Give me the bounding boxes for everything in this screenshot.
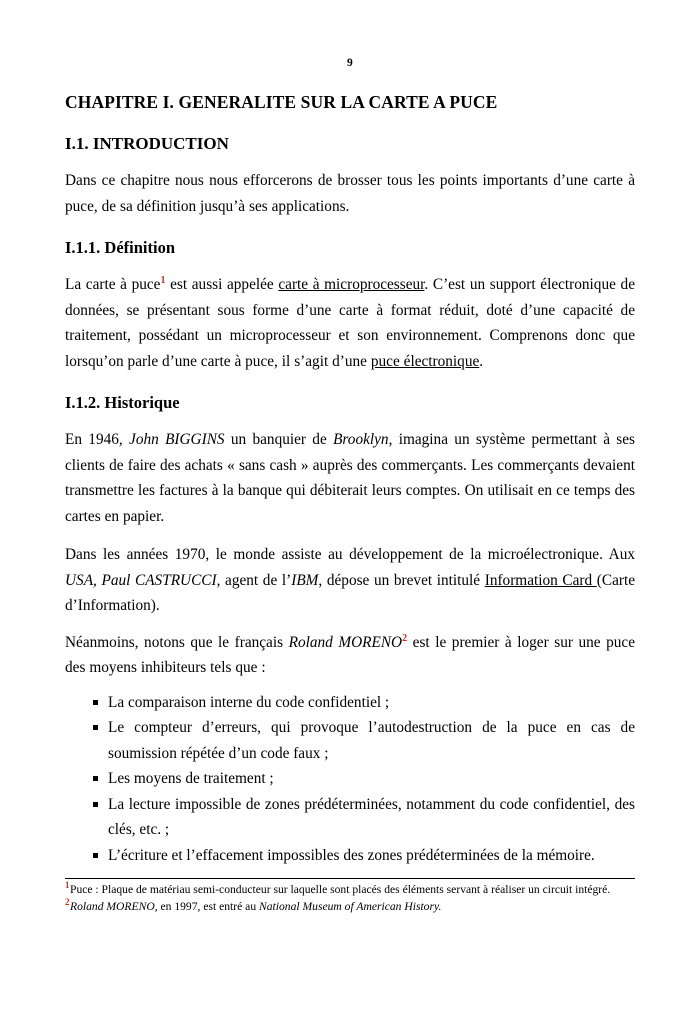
- definition-seg-2: est aussi appelée: [165, 276, 279, 293]
- intro-text: Dans ce chapitre nous nous efforcerons de brosser tous les points importants d’une carte à puce, de sa définition jusqu’à ses applications.: [65, 172, 635, 215]
- list-item-label: La lecture impossible de zones prédéterminées, notamment du code confidentiel, des clés, etc. ;: [108, 795, 635, 838]
- square-bullet-icon: [93, 853, 98, 858]
- paragraph-introduction: [65, 168, 635, 219]
- footnote-marker-1: 1: [65, 880, 70, 891]
- list-item: [65, 690, 635, 716]
- list-item: [65, 792, 635, 843]
- page-number: 9: [347, 57, 353, 69]
- paragraph-historique-1: [65, 427, 635, 529]
- historique2-seg-1: Dans les années 1970, le monde assiste au développement de la microélectronique. Aux: [65, 546, 635, 563]
- historique2-italic-2: IBM: [291, 571, 319, 589]
- historique3-seg-1: Néanmoins, notons que le français: [65, 633, 289, 651]
- definition-seg-4: .: [479, 352, 484, 370]
- list-item: [65, 843, 635, 869]
- footnote-2: [65, 896, 635, 916]
- footnote-1-text: Puce : Plaque de matériau semi-conducteur sur laquelle sont placés des éléments servant à réaliser un circuit intégré.: [70, 883, 611, 896]
- footnote-reference-2[interactable]: 2: [402, 632, 408, 644]
- square-bullet-icon: [93, 725, 98, 730]
- historique2-seg-4: (Carte d’Information).: [65, 571, 636, 614]
- footnote-separator-rule: [65, 878, 635, 879]
- list-item-label: La comparaison interne du code confidentiel ;: [108, 693, 390, 711]
- historique2-italic-1: USA, Paul CASTRUCCI: [65, 571, 217, 589]
- historique1-seg-3: , imagina un système permettant à ses clients de faire des achats « sans cash » auprès des commerçants. Les commerçants devaient transmettre les factures à la banque qui débiterait leurs comptes. On utilisait en ce temps des cartes en papier.: [65, 431, 636, 525]
- inhibitor-means-list: [65, 690, 635, 869]
- definition-underlined-term-2: puce électronique: [370, 352, 480, 370]
- list-item: [65, 715, 635, 766]
- square-bullet-icon: [93, 802, 98, 807]
- list-item-label: L’écriture et l’effacement impossibles des zones prédéterminées de la mémoire.: [108, 846, 595, 864]
- square-bullet-icon: [93, 776, 98, 781]
- footnotes-area: [65, 878, 635, 915]
- definition-seg-1: La carte à puce: [65, 276, 161, 293]
- footnote-2-text: , en 1997, est entré au: [154, 899, 260, 913]
- footnote-reference-1[interactable]: 1: [160, 274, 166, 286]
- definition-seg-3: . C’est un support électronique de données, se présentant sous forme d’une carte à format réduit, doté d’une capacité de traitement, possédant un microprocesseur et son environnement. Comprenons donc que lorsqu’on parle d’une carte à puce, il s’agit d’une: [65, 276, 635, 370]
- paragraph-historique-3: [65, 630, 635, 681]
- list-item-label: Le compteur d’erreurs, qui provoque l’autodestruction de la puce en cas de soumission répétée d’un code faux ;: [108, 719, 635, 762]
- historique2-seg-2: , agent de l’: [216, 571, 292, 589]
- historique3-seg-2: est le premier à loger sur une puce des moyens inhibiteurs tels que :: [65, 633, 636, 676]
- historique3-italic-1: Roland MORENO: [288, 633, 403, 651]
- definition-underlined-term-1: carte à microprocesseur: [278, 276, 425, 293]
- historique1-seg-2: un banquier de: [224, 431, 334, 448]
- list-item-label: Les moyens de traitement ;: [108, 770, 274, 787]
- chapter-heading: CHAPITRE I. GENERALITE SUR LA CARTE A PUCE: [65, 92, 498, 112]
- paragraph-historique-2: [65, 542, 635, 619]
- list-item: [65, 766, 635, 792]
- footnote-2-italic-1: Roland MORENO: [70, 899, 155, 913]
- footnote-2-italic-2: National Museum of American History.: [259, 899, 442, 913]
- subsection-heading-definition: I.1.1. Définition: [65, 238, 176, 257]
- footnote-marker-2: 2: [65, 896, 70, 907]
- historique1-italic-1: John BIGGINS: [129, 431, 225, 448]
- footnote-1: [65, 882, 635, 899]
- historique2-seg-3: , dépose un brevet intitulé: [318, 571, 485, 589]
- paragraph-definition: [65, 272, 635, 374]
- subsection-heading-historique: I.1.2. Historique: [65, 393, 180, 412]
- historique1-italic-2: Brooklyn: [333, 431, 389, 448]
- historique1-seg-1: En 1946,: [65, 431, 130, 448]
- square-bullet-icon: [93, 700, 98, 705]
- historique2-underlined-term: Information Card: [484, 571, 597, 589]
- section-heading-introduction: I.1. INTRODUCTION: [65, 134, 229, 153]
